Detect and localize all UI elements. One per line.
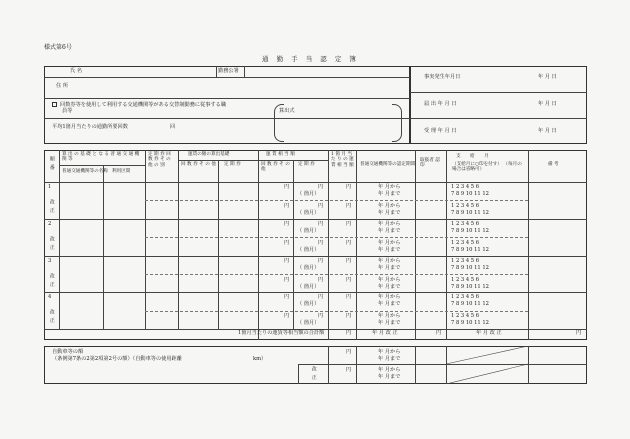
car-note: （条例第7条の2第2項第2号の額）（自動車等の使用距離 bbox=[52, 356, 182, 362]
average-days-label: 平均1箇月当たりの通勤所要回数 bbox=[52, 124, 128, 130]
row-2r-months-b: 7 8 9 10 11 12 bbox=[451, 247, 489, 253]
row-2r-per-month: （ 箇月） bbox=[297, 247, 320, 253]
row-4-yen-a: 円 bbox=[284, 294, 290, 300]
row-3r-until: 年 月まで bbox=[378, 284, 401, 290]
col-remarks: 備 考 bbox=[548, 162, 559, 167]
address-label: 住 所 bbox=[56, 83, 69, 89]
row-1r-from: 年 月から bbox=[378, 203, 401, 209]
row-4r-months-a: 1 2 3 4 5 6 bbox=[451, 313, 480, 319]
row-3-months-a: 1 2 3 4 5 6 bbox=[451, 258, 480, 264]
row-1-months-b: 7 8 9 10 11 12 bbox=[451, 191, 489, 197]
col-order: 順 番 bbox=[48, 156, 55, 171]
col-ticket-type: 定 期 券 回 数 券 そ の 他 の 別 bbox=[148, 152, 171, 168]
row-2-number: 2 bbox=[48, 221, 52, 227]
row-2-months-a: 1 2 3 4 5 6 bbox=[451, 221, 480, 227]
row-1r-yen-a: 円 bbox=[284, 203, 290, 209]
total-yen: 円 bbox=[346, 330, 352, 336]
row-3-yen-b: 円 bbox=[318, 258, 324, 264]
row-1-months-a: 1 2 3 4 5 6 bbox=[451, 184, 480, 190]
row-3-yen-c: 円 bbox=[346, 258, 352, 264]
row-3r-from: 年 月から bbox=[378, 277, 401, 283]
office-label: 勤務公署 bbox=[218, 68, 239, 74]
receipt-date-suffix: 年 月 日 bbox=[538, 128, 557, 134]
row-1r-until: 年 月まで bbox=[378, 210, 401, 216]
car-until: 年 月まで bbox=[378, 356, 401, 362]
row-1-revision: 改 正 bbox=[48, 199, 55, 214]
car-from: 年 月から bbox=[378, 349, 401, 355]
receipt-date-label: 受 理 年 月 日 bbox=[424, 128, 457, 134]
row-4-number: 4 bbox=[48, 294, 52, 300]
row-2r-months-a: 1 2 3 4 5 6 bbox=[451, 240, 480, 246]
col-fare-basis: 運賃の額の算出基礎 bbox=[188, 152, 230, 157]
row-2-from: 年 月から bbox=[378, 221, 401, 227]
row-3-number: 3 bbox=[48, 258, 52, 264]
col-payment: 支 給 月 bbox=[456, 154, 493, 159]
row-1r-yen-c: 円 bbox=[346, 203, 352, 209]
col-period: 普通交通機関等の認定期間 bbox=[360, 162, 416, 167]
row-4r-until: 年 月まで bbox=[378, 320, 401, 326]
row-4r-per-month: （ 箇月） bbox=[297, 320, 320, 326]
row-3-per-month: （ 箇月） bbox=[297, 265, 320, 271]
row-3r-months-a: 1 2 3 4 5 6 bbox=[451, 277, 480, 283]
col-fare-amount: 運 賃 相 当 額 bbox=[266, 152, 295, 157]
car-label: 自動車等の額 bbox=[52, 349, 84, 355]
formula-label: 算出式 bbox=[279, 108, 295, 114]
row-2r-from: 年 月から bbox=[378, 240, 401, 246]
col-basis: 算 出 の 基 礎 と な る 普 通 交 通 機 関 等 bbox=[62, 152, 140, 163]
row-4r-from: 年 月から bbox=[378, 313, 401, 319]
row-1r-months-b: 7 8 9 10 11 12 bbox=[451, 210, 489, 216]
col-section: 利用区間 bbox=[112, 169, 131, 174]
row-4r-yen-a: 円 bbox=[284, 313, 290, 319]
row-3r-months-b: 7 8 9 10 11 12 bbox=[451, 284, 489, 290]
total-label: 1箇月当たりの運賃等相当額の合計額 bbox=[238, 330, 325, 336]
row-2r-yen-c: 円 bbox=[346, 240, 352, 246]
row-2-per-month: （ 箇月） bbox=[297, 228, 320, 234]
row-3r-yen-a: 円 bbox=[284, 277, 290, 283]
row-3-yen-a: 円 bbox=[284, 258, 290, 264]
transport-checkbox-row bbox=[52, 102, 226, 109]
fact-date-suffix: 年 月 日 bbox=[538, 74, 557, 80]
row-1r-months-a: 1 2 3 4 5 6 bbox=[451, 203, 480, 209]
checkbox-text-2: 員等 bbox=[62, 108, 73, 114]
col-payment-sub: （支給月に○印を付す） （毎月の場合は省略可） bbox=[452, 162, 522, 173]
row-3r-per-month: （ 箇月） bbox=[297, 284, 320, 290]
row-2r-yen-b: 円 bbox=[318, 240, 324, 246]
row-4-from: 年 月から bbox=[378, 294, 401, 300]
row-1r-yen-b: 円 bbox=[318, 203, 324, 209]
row-2r-yen-a: 円 bbox=[284, 240, 290, 246]
row-2-months-b: 7 8 9 10 11 12 bbox=[451, 228, 489, 234]
car-km: km） bbox=[253, 356, 267, 362]
row-1r-per-month: （ 箇月） bbox=[297, 210, 320, 216]
row-3-from: 年 月から bbox=[378, 258, 401, 264]
col-trips: 回 数 券 そ の 他 bbox=[181, 162, 216, 167]
name-label: 氏 名 bbox=[70, 68, 83, 74]
row-4r-yen-b: 円 bbox=[318, 313, 324, 319]
formula-paren-right bbox=[392, 104, 402, 142]
row-3-until: 年 月まで bbox=[378, 265, 401, 271]
total-yen-b: 円 bbox=[436, 330, 442, 336]
col-stamp: 取扱者 認 印 bbox=[420, 158, 440, 169]
row-1-until: 年 月まで bbox=[378, 191, 401, 197]
col-transport-name: 普通交通機関等の名称 bbox=[62, 169, 108, 174]
row-2-revision: 改 正 bbox=[48, 236, 55, 251]
car-yen-a: 円 bbox=[346, 349, 352, 355]
row-4r-yen-c: 円 bbox=[346, 313, 352, 319]
report-date-suffix: 年 月 日 bbox=[538, 101, 557, 107]
row-4-yen-b: 円 bbox=[318, 294, 324, 300]
row-4-months-b: 7 8 9 10 11 12 bbox=[451, 301, 489, 307]
row-1-per-month: （ 箇月） bbox=[297, 191, 320, 197]
row-3r-yen-b: 円 bbox=[318, 277, 324, 283]
row-1-from: 年 月から bbox=[378, 184, 401, 190]
row-4-per-month: （ 箇月） bbox=[297, 301, 320, 307]
col-monthly: 1 箇 月 当 た り の 運 賃 相 当 額 bbox=[331, 152, 354, 168]
car-yen-b: 円 bbox=[346, 367, 352, 373]
car-until-2: 年 月まで bbox=[378, 374, 401, 380]
checkbox-text: 回数券等を使用して利用する交通機関等がある交替制勤務に従事する職 bbox=[60, 102, 227, 108]
row-2r-until: 年 月まで bbox=[378, 247, 401, 253]
car-revision: 改 正 bbox=[310, 366, 317, 381]
row-1-number: 1 bbox=[48, 184, 52, 190]
row-2-yen-c: 円 bbox=[346, 221, 352, 227]
car-payment-strike bbox=[446, 346, 528, 384]
fact-date-label: 事実発生年月日 bbox=[424, 74, 461, 80]
row-2-yen-a: 円 bbox=[284, 221, 290, 227]
row-3-months-b: 7 8 9 10 11 12 bbox=[451, 265, 489, 271]
row-4r-months-b: 7 8 9 10 11 12 bbox=[451, 320, 489, 326]
row-4-yen-c: 円 bbox=[346, 294, 352, 300]
row-2-until: 年 月まで bbox=[378, 228, 401, 234]
total-revision-b: 年 月 改 正 bbox=[476, 330, 502, 336]
row-3-revision: 改 正 bbox=[48, 273, 55, 288]
col-fixed: 定 期 券 bbox=[224, 162, 241, 167]
row-4-revision: 改 正 bbox=[48, 309, 55, 324]
row-2-yen-b: 円 bbox=[318, 221, 324, 227]
total-revision-a: 年 月 改 正 bbox=[372, 330, 398, 336]
report-date-label: 届 出 年 月 日 bbox=[424, 101, 457, 107]
row-1-yen-c: 円 bbox=[346, 184, 352, 190]
row-4-months-a: 1 2 3 4 5 6 bbox=[451, 294, 480, 300]
car-from-2: 年 月から bbox=[378, 367, 401, 373]
row-1-yen-b: 円 bbox=[318, 184, 324, 190]
form-title: 通 勤 手 当 認 定 簿 bbox=[262, 55, 359, 63]
total-yen-c: 円 bbox=[576, 330, 582, 336]
row-3r-yen-c: 円 bbox=[346, 277, 352, 283]
times-unit: 回 bbox=[170, 124, 176, 130]
col-fare-trips: 回 数 券 そ の 他 bbox=[261, 162, 290, 173]
form-number: 様式第6号 bbox=[44, 44, 72, 51]
row-4-until: 年 月まで bbox=[378, 301, 401, 307]
col-fare-fixed: 定 期 券 bbox=[298, 162, 315, 167]
shift-worker-checkbox[interactable] bbox=[52, 102, 57, 107]
formula-paren-left bbox=[274, 104, 284, 142]
row-1-yen-a: 円 bbox=[284, 184, 290, 190]
